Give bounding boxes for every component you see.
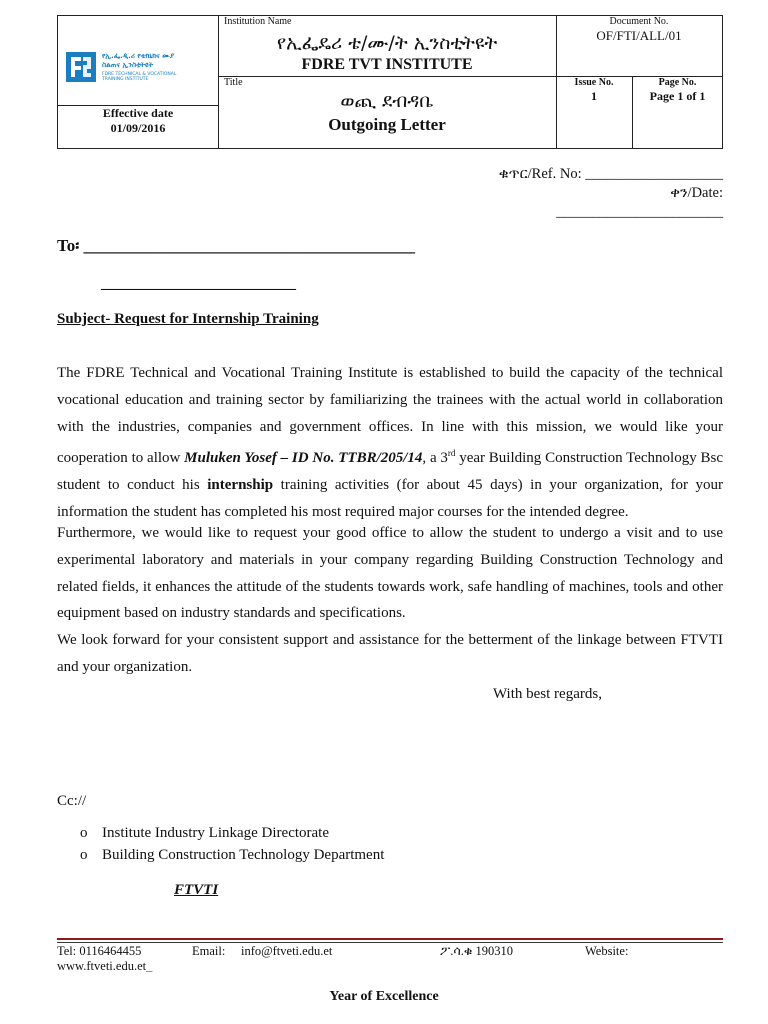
signature: FTVTI xyxy=(174,882,219,898)
ref-number: ቁጥር/Ref. No: ___________________ xyxy=(498,166,723,182)
title-label: Title xyxy=(224,77,243,88)
body-paragraph-3: We look forward for your consistent support and assistance for the betterment of the linkage between FTVTI and your organization. xyxy=(57,632,723,675)
footer-email-label: Email: xyxy=(192,944,226,958)
document-no: OF/FTI/ALL/01 xyxy=(596,28,682,43)
effective-date-cell xyxy=(58,106,218,136)
page-no-label: Page No. xyxy=(658,77,697,88)
institute-logo-icon xyxy=(66,52,96,82)
footer-tel: Tel: 0116464455 xyxy=(57,944,142,958)
bullet-icon: o xyxy=(80,825,88,841)
effective-date-label: Effective date xyxy=(102,106,174,120)
document-no-label: Document No. xyxy=(609,16,669,27)
body-paragraph-2: Furthermore, we would like to request your good office to allow the student to undergo a visit and to use experimental laboratory and materials in your company regarding Building Construction Technology and related fields, it enhances the attitude of the students towards work, safe handling of machines, tools and other equipment based on industry standards and specifications. xyxy=(57,525,723,622)
footer-website[interactable]: www.ftveti.edu.et_ xyxy=(57,959,153,973)
to-line-2: __________________________ xyxy=(101,276,296,292)
title-amharic: ወጪ ደብዳቤ xyxy=(340,90,434,112)
date-label: ቀን/Date: xyxy=(670,185,723,201)
student-name: Muluken Yosef – ID No. TTBR/205/14 xyxy=(184,450,423,467)
cc-list-item: o Institute Industry Linkage Directorate xyxy=(80,825,330,841)
logo-text-amharic: የኢ.ፌ.ዲ.ሪ የቴክኒክና ሙያ ስልጠና ኢንስቲትዩት xyxy=(102,52,175,69)
footer-divider xyxy=(57,938,723,940)
footer-email[interactable]: info@ftveti.edu.et xyxy=(241,944,333,958)
body-paragraph-1: The FDRE Technical and Vocational Training Institute is established to build the capacity of the technical vocational education and training sector by familiarizing the trainees with the actual world in collaboration with the industries, companies and government offices. In line with this mission, we would like your cooperation to allow Muluken Yosef – ID No. TTBR/205/14, a 3rd year Building Construction Technology Bsc student to conduct his internship training activities (for about 45 days) in your organization, for your information the student has completed his most required major courses for the intended degree. xyxy=(57,365,723,520)
footer-motto: Year of Excellence xyxy=(329,989,439,1004)
document-header-table xyxy=(57,15,723,149)
logo-text-english: FDRE TECHNICAL & VOCATIONAL TRAINING INSTITUTE xyxy=(102,72,177,82)
closing: With best regards, xyxy=(493,686,602,702)
institution-name-label: Institution Name xyxy=(224,16,292,27)
subject: Subject- Request for Internship Training xyxy=(57,311,319,327)
page-no: Page 1 of 1 xyxy=(649,89,706,103)
institute-logo xyxy=(62,40,202,98)
issue-no-label: Issue No. xyxy=(574,77,614,88)
institution-name: FDRE TVT INSTITUTE xyxy=(301,56,473,73)
institution-name-amharic: የኢፌዴሪ ቴ/ሙ/ት ኢንስቲትዩት xyxy=(276,32,498,54)
effective-date-value: 01/09/2016 xyxy=(110,121,166,135)
cc-list-item: o Building Construction Technology Department xyxy=(80,847,385,863)
date-line: _______________________ xyxy=(556,204,723,220)
to-line: To፡ _______________________________________ xyxy=(57,236,416,255)
document-title: Outgoing Letter xyxy=(328,115,446,134)
footer-website-label: Website: xyxy=(585,944,629,958)
footer-divider xyxy=(57,942,723,943)
footer-pobox: ፖ.ሳ.ቁ 190310 xyxy=(440,944,513,958)
issue-no: 1 xyxy=(591,89,597,103)
bullet-icon: o xyxy=(80,847,88,863)
cc-label: Cc:// xyxy=(57,793,87,809)
